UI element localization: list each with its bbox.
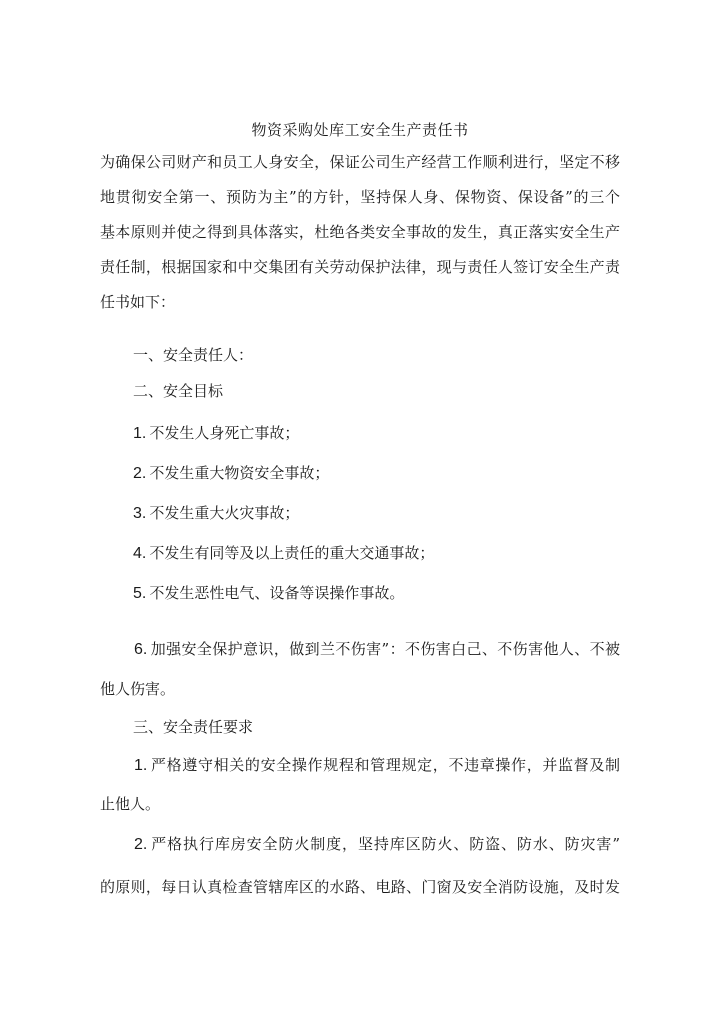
goal-item-6 — [100, 637, 620, 701]
goal-text: 不发生恶性电气、设备等误操作事故。 — [149, 584, 405, 602]
goal-text: 不发生有同等及以上责任的重大交通事故； — [149, 544, 435, 562]
goal-text: 不发生人身死亡事故； — [149, 424, 300, 442]
goal-text: 加强安全保护意识，做到兰不伤害”：不伤害白己、不伤害他人、不被 — [150, 640, 620, 658]
goal-text: 不发生重大火灾事故； — [149, 504, 300, 522]
requirement-item-1 — [100, 753, 620, 816]
goal-item — [133, 503, 299, 524]
goal-item — [133, 423, 299, 444]
goal-item — [133, 463, 329, 484]
goal-6-line: 他人伤害。 — [100, 680, 176, 698]
intro-line: 为确保公司财产和员工人身安全，保证公司生产经营工作顺利进行，坚定不移 — [100, 153, 620, 171]
goal-number: 5. — [133, 585, 147, 602]
goal-number: 6. — [134, 641, 148, 658]
req-1-line: 止他人。 — [100, 795, 161, 813]
req-2-line: 的原则，每日认真检查管辖库区的水路、电路、门窗及安全消防设施，及时发 — [100, 878, 620, 896]
req-number: 2. — [134, 836, 148, 853]
req-number: 1. — [134, 757, 148, 774]
intro-paragraph — [100, 145, 620, 320]
goal-item — [133, 543, 434, 564]
req-text: 严格遵守相关的安全操作规程和管理规定，不违章操作，并监督及制 — [150, 756, 620, 774]
req-2-line — [100, 832, 620, 857]
goal-number: 2. — [133, 465, 147, 482]
goal-text: 不发生重大物资安全事故； — [149, 464, 330, 482]
intro-line: 地贯彻安全第一、预防为主”的方针，坚持保人身、保物资、保设备”的三个 — [100, 188, 620, 206]
req-1-line — [100, 753, 620, 778]
req-text: 严格执行库房安全防火制度，坚持库区防火、防盗、防水、防灾害” — [150, 835, 620, 853]
requirement-item-2 — [100, 832, 620, 899]
intro-line: 责任制，根据国家和中交集团有关劳动保护法律，现与责任人签订安全生产责 — [100, 258, 620, 276]
intro-line: 基本原则并使之得到具体落实，杜绝各类安全事故的发生，真正落实安全生产 — [100, 223, 620, 241]
goal-item — [133, 583, 404, 604]
goal-number: 4. — [133, 545, 147, 562]
section-heading-2: 二、安全目标 — [133, 382, 224, 400]
intro-line: 任书如下： — [100, 293, 176, 311]
goal-number: 1. — [133, 425, 147, 442]
document-title: 物资采购处库工安全生产责任书 — [251, 121, 469, 139]
section-heading-3: 三、安全责任要求 — [133, 718, 254, 736]
goal-6-line — [100, 637, 620, 662]
section-heading-1: 一、安全责任人： — [133, 346, 254, 364]
goal-number: 3. — [133, 505, 147, 522]
